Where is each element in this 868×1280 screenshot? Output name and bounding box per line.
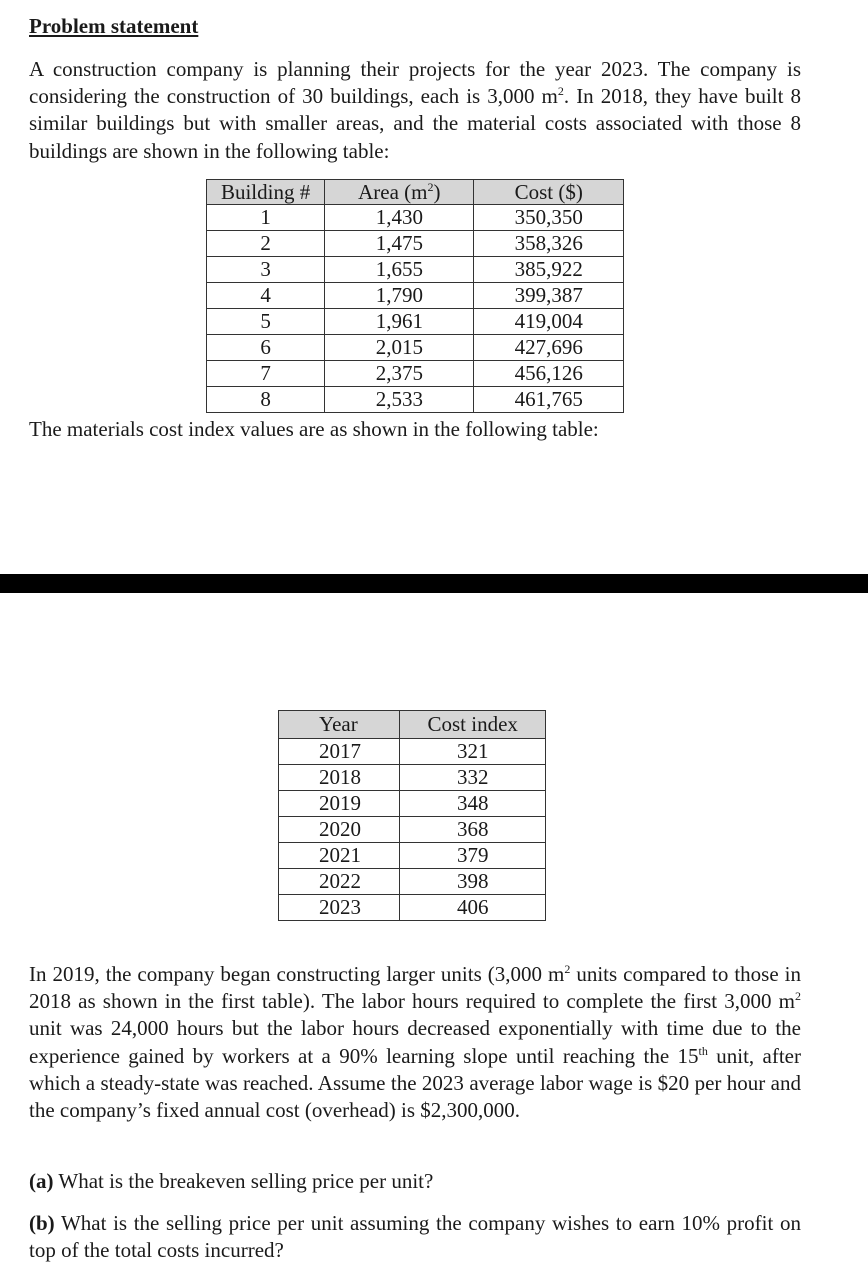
cost-cell: 385,922 xyxy=(474,257,624,283)
cost-cell: 427,696 xyxy=(474,335,624,361)
cost-cell: 358,326 xyxy=(474,231,624,257)
cost-cell: 461,765 xyxy=(474,387,624,413)
area-cell: 2,533 xyxy=(325,387,474,413)
building-cell: 5 xyxy=(207,309,325,335)
page-title: Problem statement xyxy=(29,14,199,38)
year-header: Year xyxy=(279,711,400,739)
area-cell: 1,961 xyxy=(325,309,474,335)
table-row xyxy=(207,283,624,309)
intro-paragraph: A construction company is planning their projects for the year 2023. The company is considering the construction of 30 buildings, each is 3,000 $m^2$. In 2018, they have built 8 similar buildings but with smaller areas, and the material costs associated with those 8 buildings are shown in the following table: xyxy=(29,57,801,163)
building-cell: 6 xyxy=(207,335,325,361)
table-row xyxy=(207,257,624,283)
building-cell: 8 xyxy=(207,387,325,413)
year-cell: 2018 xyxy=(279,765,400,791)
index-cell: 368 xyxy=(400,817,546,843)
area-cell: 2,375 xyxy=(325,361,474,387)
cost-cell: 350,350 xyxy=(474,205,624,231)
building-cell: 3 xyxy=(207,257,325,283)
area-cell: 1,790 xyxy=(325,283,474,309)
cost-cell: 399,387 xyxy=(474,283,624,309)
year-cell: 2019 xyxy=(279,791,400,817)
index-cell: 379 xyxy=(400,843,546,869)
index-cell: 348 xyxy=(400,791,546,817)
building-cell: 4 xyxy=(207,283,325,309)
building-cell: 7 xyxy=(207,361,325,387)
table-row xyxy=(207,361,624,387)
year-cell: 2022 xyxy=(279,869,400,895)
table-header-row xyxy=(207,180,624,205)
area-cell: 1,655 xyxy=(325,257,474,283)
area-cell: 2,015 xyxy=(325,335,474,361)
index-cell: 406 xyxy=(400,895,546,921)
cost-cell: 419,004 xyxy=(474,309,624,335)
cost-cell: 456,126 xyxy=(474,361,624,387)
building-header: Building # xyxy=(207,180,325,205)
table-row xyxy=(279,817,546,843)
index-cell: 332 xyxy=(400,765,546,791)
index-intro: The materials cost index values are as shown in the following table: xyxy=(29,417,599,441)
table-row xyxy=(279,765,546,791)
table-row xyxy=(279,843,546,869)
redaction-bar xyxy=(0,574,868,593)
labor-paragraph: In 2019, the company began constructing larger units (3,000 $m^2$ units compared to those in 2018 as shown in the first table). The labor hours required to complete the first 3,000 $m^2$ unit was 24,000 hours but the labor hours decreased exponentially with time due to the experience gained by workers at a 90% learning slope until reaching the 15th unit, after which a steady-state was reached. Assume the 2023 average labor wage is $20 per hour and the company’s fixed annual cost (overhead) is $2,300,000. xyxy=(29,962,801,1123)
cost-index-table xyxy=(278,710,546,921)
index-cell: 398 xyxy=(400,869,546,895)
index-header: Cost index xyxy=(400,711,546,739)
area-cell: 1,475 xyxy=(325,231,474,257)
building-cell: 2 xyxy=(207,231,325,257)
year-cell: 2017 xyxy=(279,739,400,765)
question-a: (a) What is the breakeven selling price per unit? xyxy=(29,1169,434,1193)
table-row xyxy=(207,335,624,361)
table-header-row xyxy=(279,711,546,739)
table-row xyxy=(279,895,546,921)
buildings-table xyxy=(206,179,624,413)
index-cell: 321 xyxy=(400,739,546,765)
area-cell: 1,430 xyxy=(325,205,474,231)
building-cell: 1 xyxy=(207,205,325,231)
year-cell: 2023 xyxy=(279,895,400,921)
table-row xyxy=(207,387,624,413)
cost-header: Cost ($) xyxy=(474,180,624,205)
table-row xyxy=(207,231,624,257)
area-header: Area $(m^2)$ xyxy=(325,180,474,205)
year-cell: 2020 xyxy=(279,817,400,843)
table-row xyxy=(279,739,546,765)
table-row xyxy=(207,309,624,335)
table-row xyxy=(207,205,624,231)
table-row xyxy=(279,869,546,895)
question-b: (b) What is the selling price per unit assuming the company wishes to earn 10% profit on top of the total costs incurred? xyxy=(29,1211,801,1263)
year-cell: 2021 xyxy=(279,843,400,869)
table-row xyxy=(279,791,546,817)
